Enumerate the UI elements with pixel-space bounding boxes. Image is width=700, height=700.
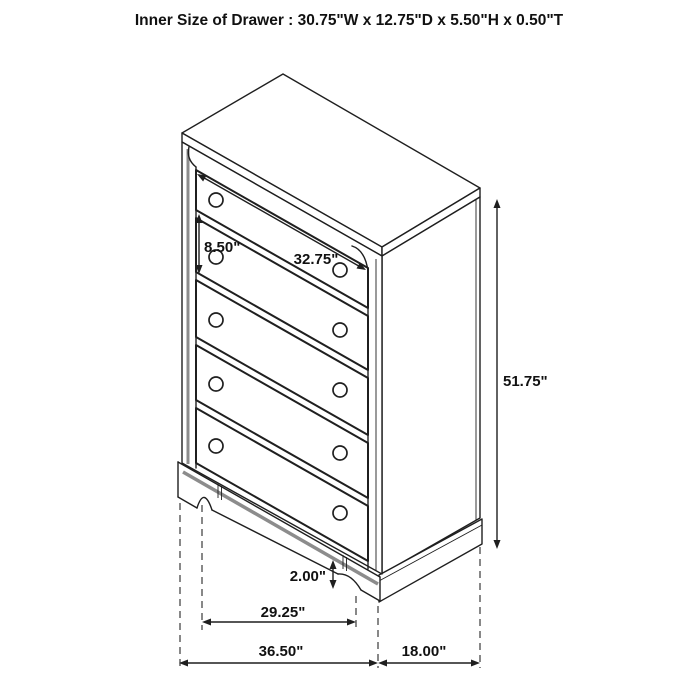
- drawer-4-right-knob: [333, 446, 347, 460]
- dim-label-base-foot-height: 2.00": [289, 568, 326, 585]
- side-panel: [382, 197, 480, 574]
- drawer-1-left-knob: [209, 193, 223, 207]
- drawer-3-right-knob: [333, 383, 347, 397]
- dim-label-drawer-front-width: 32.75": [293, 251, 339, 268]
- dim-label-overall-height: 51.75": [503, 373, 548, 390]
- drawer-5-left-knob: [209, 439, 223, 453]
- drawer-5-right-knob: [333, 506, 347, 520]
- drawer-3-left-knob: [209, 313, 223, 327]
- drawer-2-right-knob: [333, 323, 347, 337]
- diagram-title: Inner Size of Drawer : 30.75"W x 12.75"D x 5.50"H x 0.50"T: [134, 12, 564, 29]
- dim-label-overall-width: 36.50": [258, 643, 304, 660]
- dim-label-drawer-front-height: 8.50": [204, 239, 241, 256]
- dim-label-base-inner-width: 29.25": [260, 604, 306, 621]
- dim-label-overall-depth: 18.00": [401, 643, 447, 660]
- drawer-4-left-knob: [209, 377, 223, 391]
